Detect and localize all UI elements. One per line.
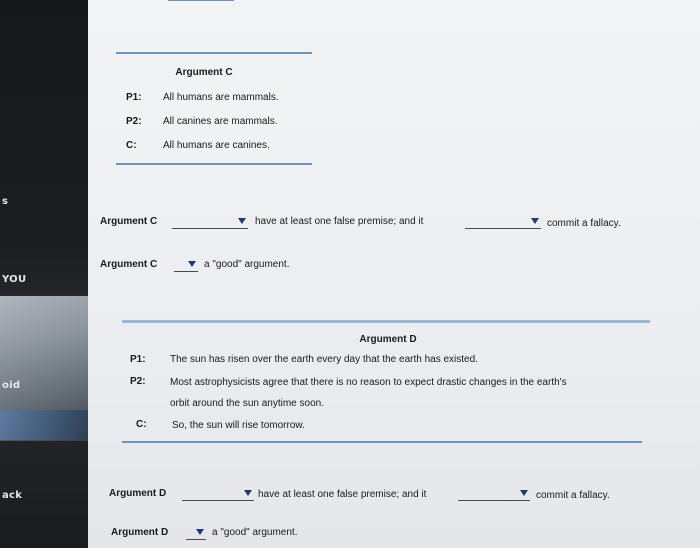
argument-c-q2-end: a "good" argument. [204, 259, 290, 270]
argument-d-fallacy-dropdown[interactable] [458, 488, 530, 501]
argument-c-p2-text: All canines are mammals. [163, 116, 278, 127]
argument-c-title: Argument C [175, 67, 233, 78]
argument-d-p1-text: The sun has risen over the earth every day that the earth has existed. [170, 354, 478, 365]
left-background-photo-blue [0, 410, 88, 440]
chevron-down-icon[interactable] [186, 259, 198, 271]
argument-c-top-rule [116, 52, 312, 54]
chevron-down-icon[interactable] [518, 488, 530, 500]
chevron-down-icon[interactable] [242, 488, 254, 500]
argument-c-premise-dropdown[interactable] [172, 216, 248, 229]
argument-d-q1-end: commit a fallacy. [536, 490, 610, 501]
chevron-down-icon[interactable] [194, 527, 206, 539]
argument-d-p2-text: Most astrophysicists agree that there is no reason to expect drastic changes in the earth's [170, 377, 567, 388]
left-label-ack: ack [2, 490, 23, 501]
argument-c-q1-middle: have at least one false premise; and it [255, 216, 424, 227]
argument-d-premise-dropdown[interactable] [182, 488, 254, 501]
argument-c-good-dropdown[interactable] [174, 259, 198, 272]
left-label-oid: oid [2, 380, 21, 391]
top-rule [168, 0, 234, 1]
argument-c-p1-label: P1: [126, 92, 142, 103]
argument-d-q1-lead: Argument D [109, 488, 167, 499]
argument-c-q1-lead: Argument C [100, 216, 158, 227]
chevron-down-icon[interactable] [529, 216, 541, 228]
argument-d-good-dropdown[interactable] [186, 527, 206, 540]
argument-d-q2-lead: Argument D [111, 527, 169, 538]
argument-c-q2-lead: Argument C [100, 259, 158, 270]
argument-d-q1-middle: have at least one false premise; and it [258, 489, 427, 500]
argument-d-bottom-rule [122, 441, 642, 443]
left-label-you: YOU [2, 274, 27, 285]
argument-d-p2-label: P2: [130, 376, 146, 387]
argument-d-title: Argument D [359, 334, 417, 345]
argument-c-fallacy-dropdown[interactable] [465, 216, 541, 229]
argument-d-p2-text-cont: orbit around the sun anytime soon. [170, 398, 324, 409]
argument-d-c-label: C: [136, 419, 147, 430]
argument-d-p1-label: P1: [130, 354, 146, 365]
argument-c-p2-label: P2: [126, 116, 142, 127]
question-panel [88, 0, 700, 548]
argument-c-bottom-rule [116, 163, 312, 165]
chevron-down-icon[interactable] [236, 216, 248, 228]
argument-c-c-text: All humans are canines. [163, 140, 270, 151]
left-label-s: s [2, 196, 9, 207]
argument-d-c-text: So, the sun will rise tomorrow. [172, 420, 305, 431]
argument-d-q2-end: a "good" argument. [212, 527, 298, 538]
argument-c-q1-end: commit a fallacy. [547, 218, 621, 229]
argument-d-top-rule [122, 320, 650, 323]
argument-c-p1-text: All humans are mammals. [163, 92, 279, 103]
argument-c-c-label: C: [126, 140, 137, 151]
